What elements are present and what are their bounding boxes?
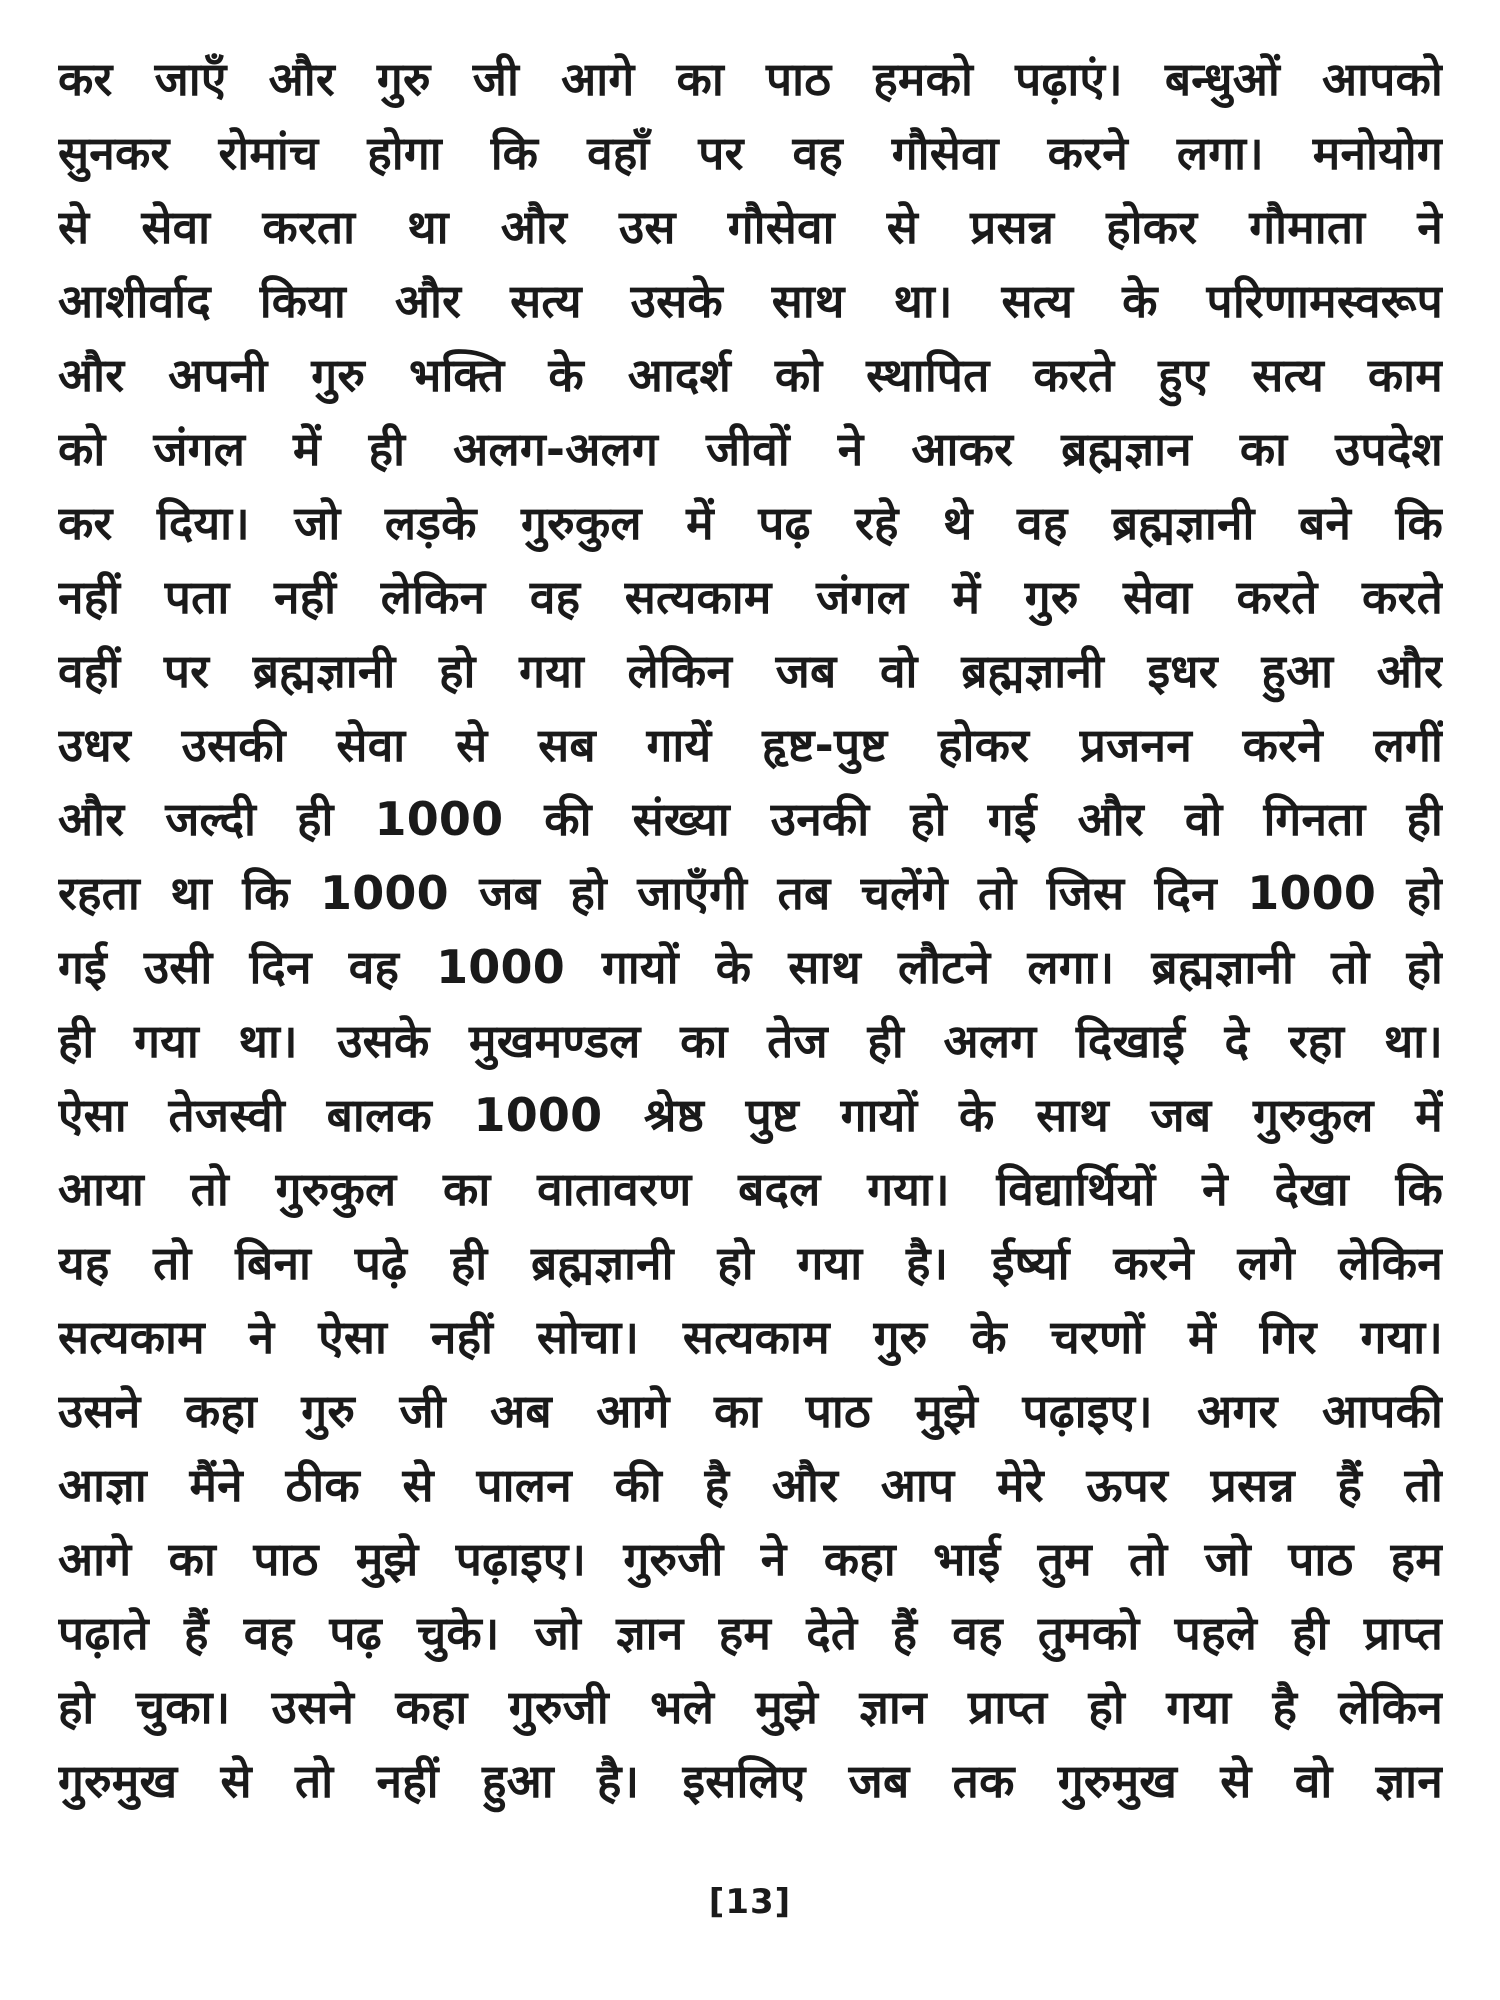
text-line: हो चुका। उसने कहा गुरुजी भले मुझे ज्ञान प्राप्त हो गया है लेकिन bbox=[58, 1680, 1443, 1734]
text-line: यह तो बिना पढ़े ही ब्रह्मज्ञानी हो गया है। ईर्ष्या करने लगे लेकिन bbox=[58, 1236, 1443, 1290]
text-line: ही गया था। उसके मुखमण्डल का तेज ही अलग दिखाई दे रहा था। bbox=[58, 1014, 1443, 1068]
text-line: आशीर्वाद किया और सत्य उसके साथ था। सत्य के परिणामस्वरूप bbox=[58, 274, 1443, 328]
text-line: गई उसी दिन वह 1000 गायों के साथ लौटने लगा। ब्रह्मज्ञानी तो हो bbox=[58, 940, 1443, 994]
text-line: ऐसा तेजस्वी बालक 1000 श्रेष्ठ पुष्ट गायों के साथ जब गुरुकुल में bbox=[58, 1088, 1443, 1142]
text-line: सुनकर रोमांच होगा कि वहाँ पर वह गौसेवा करने लगा। मनोयोग bbox=[58, 126, 1443, 180]
text-line: उसने कहा गुरु जी अब आगे का पाठ मुझे पढ़ाइए। अगर आपकी bbox=[58, 1384, 1443, 1438]
text-line: रहता था कि 1000 जब हो जाएँगी तब चलेंगे तो जिस दिन 1000 हो bbox=[58, 866, 1443, 920]
body-text bbox=[58, 42, 1443, 1818]
text-line: और अपनी गुरु भक्ति के आदर्श को स्थापित करते हुए सत्य काम bbox=[58, 348, 1443, 402]
text-line: और जल्दी ही 1000 की संख्या उनकी हो गई और वो गिनता ही bbox=[58, 792, 1443, 846]
text-line: को जंगल में ही अलग-अलग जीवों ने आकर ब्रह्मज्ञान का उपदेश bbox=[58, 422, 1443, 476]
text-line: आज्ञा मैंने ठीक से पालन की है और आप मेरे ऊपर प्रसन्न हैं तो bbox=[58, 1458, 1443, 1512]
text-line: गुरुमुख से तो नहीं हुआ है। इसलिए जब तक गुरुमुख से वो ज्ञान bbox=[58, 1754, 1443, 1808]
text-line: नहीं पता नहीं लेकिन वह सत्यकाम जंगल में गुरु सेवा करते करते bbox=[58, 570, 1443, 624]
text-line: कर जाएँ और गुरु जी आगे का पाठ हमको पढ़ाएं। बन्धुओं आपको bbox=[58, 52, 1443, 106]
text-line: सत्यकाम ने ऐसा नहीं सोचा। सत्यकाम गुरु के चरणों में गिर गया। bbox=[58, 1310, 1443, 1364]
text-line: आया तो गुरुकुल का वातावरण बदल गया। विद्यार्थियों ने देखा कि bbox=[58, 1162, 1443, 1216]
text-line: कर दिया। जो लड़के गुरुकुल में पढ़ रहे थे वह ब्रह्मज्ञानी बने कि bbox=[58, 496, 1443, 550]
text-line: पढ़ाते हैं वह पढ़ चुके। जो ज्ञान हम देते हैं वह तुमको पहले ही प्राप्त bbox=[58, 1606, 1443, 1660]
text-line: उधर उसकी सेवा से सब गायें हृष्ट-पुष्ट होकर प्रजनन करने लगीं bbox=[58, 718, 1443, 772]
page-number: [13] bbox=[708, 1882, 792, 1922]
text-line: आगे का पाठ मुझे पढ़ाइए। गुरुजी ने कहा भाई तुम तो जो पाठ हम bbox=[58, 1532, 1443, 1586]
text-line: से सेवा करता था और उस गौसेवा से प्रसन्न होकर गौमाता ने bbox=[58, 200, 1443, 254]
text-line: वहीं पर ब्रह्मज्ञानी हो गया लेकिन जब वो ब्रह्मज्ञानी इधर हुआ और bbox=[58, 644, 1443, 698]
